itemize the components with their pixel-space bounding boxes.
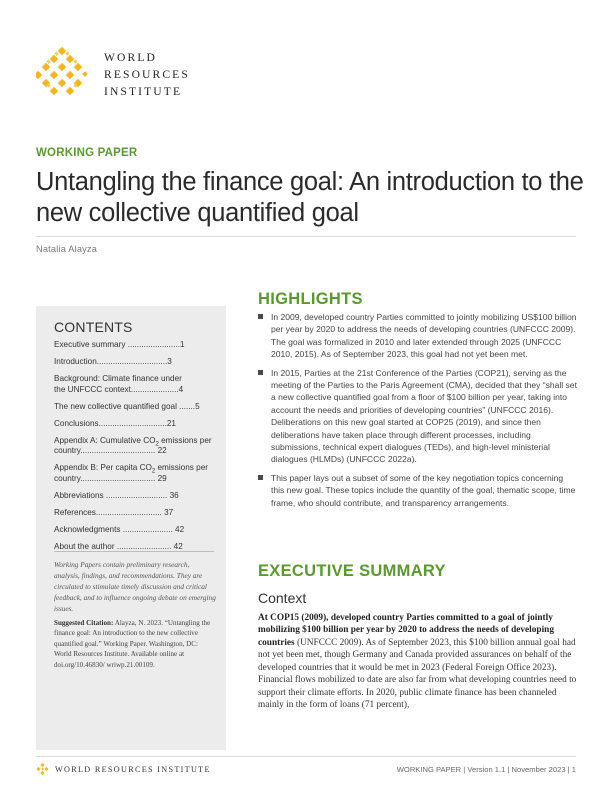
toc-item-about-author[interactable]: About the author ........................ 42 <box>54 541 183 551</box>
context-subheading: Context <box>258 590 307 606</box>
exec-body-text: (UNFCCC 2009). As of September 2023, this $100 billion annual goal had not yet been met, though Germany and Canada provided assurances on behalf of the developed countries that it would be met in 2023 (Federal Foreign Office 2023). Financial flows mobilized to date are also far from what developing countries need to support their climate efforts. In 2020, public climate finance has been channeled mainly in the form of loans (71 percent), <box>258 637 577 711</box>
toc-item-conclusions[interactable]: Conclusions..............................21 <box>54 418 176 428</box>
toc-item-ncqg[interactable]: The new collective quantified goal .......5 <box>54 401 200 411</box>
wri-wordmark <box>104 49 190 100</box>
wordmark-line-1: WORLD <box>104 51 158 64</box>
toc-item-appendix-b[interactable]: Appendix B: Per capita $CO_2$ emissions per country................................. 29 <box>54 463 208 483</box>
contents-heading: CONTENTS <box>54 319 133 335</box>
list-item: This paper lays out a subset of some of the key negotiation topics concerning this new goal. These topics include the quantity of the goal, thematic scope, time frame, who should contribute, and transparency arrangements. <box>258 472 578 509</box>
highlights-heading: HIGHLIGHTS <box>258 290 363 308</box>
toc-item-references[interactable]: References............................. 37 <box>54 507 174 517</box>
author-name: Natalia Alayza <box>36 244 98 254</box>
bullet-icon <box>258 475 263 480</box>
citation-label: Suggested Citation: <box>54 619 114 627</box>
executive-summary-heading: EXECUTIVE SUMMARY <box>258 562 446 580</box>
list-item: In 2009, developed country Parties committed to jointly mobilizing US$100 billion per year by 2020 to address the needs of developing countries (UNFCCC 2009). The goal was formalized in 2010 and later extended through 2025 (UNFCCC 2010, 2015). As of September 2023, this goal had not yet been met. <box>258 311 578 361</box>
sidebar-divider <box>54 551 214 552</box>
page-title: Untangling the finance goal: An introduction to the new collective quantified goal <box>36 168 584 227</box>
table-of-contents <box>54 340 214 559</box>
executive-summary-body <box>258 612 580 712</box>
bullet-icon <box>258 314 263 319</box>
exec-bold-lead: At COP15 (2009), developed country Parties committed to a goal of jointly mobilizing $100 billion per year by 2020 to address the needs of developing countries <box>258 613 554 648</box>
suggested-citation <box>54 618 216 670</box>
toc-item-introduction[interactable]: Introduction...............................3 <box>54 357 172 366</box>
toc-item-acknowledgments[interactable]: Acknowledgments ...................... 42 <box>54 524 185 534</box>
list-item: In 2015, Parties at the 21st Conference of the Parties (COP21), serving as the meeting of the Parties to the Paris Agreement (CMA), decided that they “shall set a new collective quantified goal from a floor of $100 billion per year, taking into account the needs and priorities of developing countries” (UNFCCC 2016). Deliberations on this new goal started at COP25 (2019), and since then deliberations have taken place through different processes, including submissions, technical expert dialogues (TEDs), and high-level ministerial dialogues (HLMDs) (UNFCCC 2022a). <box>258 367 578 466</box>
footer-divider <box>36 756 576 757</box>
contents-sidebar <box>36 306 226 750</box>
highlights-list <box>258 311 578 515</box>
title-divider <box>36 236 576 237</box>
working-paper-note: Working Papers contain preliminary research, analysis, findings, and recommendations. They are circulated to stimulate timely discussion and critical feedback, and to influence ongoing debate on emerging issues. <box>54 560 216 613</box>
toc-item-background[interactable]: Background: Climate finance under the UNFCCC context.....................4 <box>54 374 184 394</box>
wri-footer-logo-icon <box>36 763 49 776</box>
toc-item-appendix-a[interactable]: Appendix A: Cumulative $CO_2$ emissions per country................................. 22 <box>54 435 212 455</box>
doc-type-label: WORKING PAPER <box>36 147 138 159</box>
citation-text: Alayza, N. 2023. “Untangling the finance goal: An introduction to the new collective quantified goal.” Working Paper. Washington, DC: World Resources Institute. Available online at doi.org/10.46830/ wriwp.21.00109. <box>54 619 211 669</box>
bullet-icon <box>258 370 263 375</box>
wri-logo-icon <box>36 46 88 98</box>
footer-meta: WORKING PAPER | Version 1.1 | November 2023 | 1 <box>396 765 576 774</box>
toc-item-abbreviations[interactable]: Abbreviations ........................... 36 <box>54 490 179 500</box>
wordmark-line-3: INSTITUTE <box>104 85 183 98</box>
toc-item-executive-summary[interactable]: Executive summary .......................1 <box>54 340 185 349</box>
footer-org-name: WORLD RESOURCES INSTITUTE <box>55 765 211 774</box>
wordmark-line-2: RESOURCES <box>104 68 190 81</box>
